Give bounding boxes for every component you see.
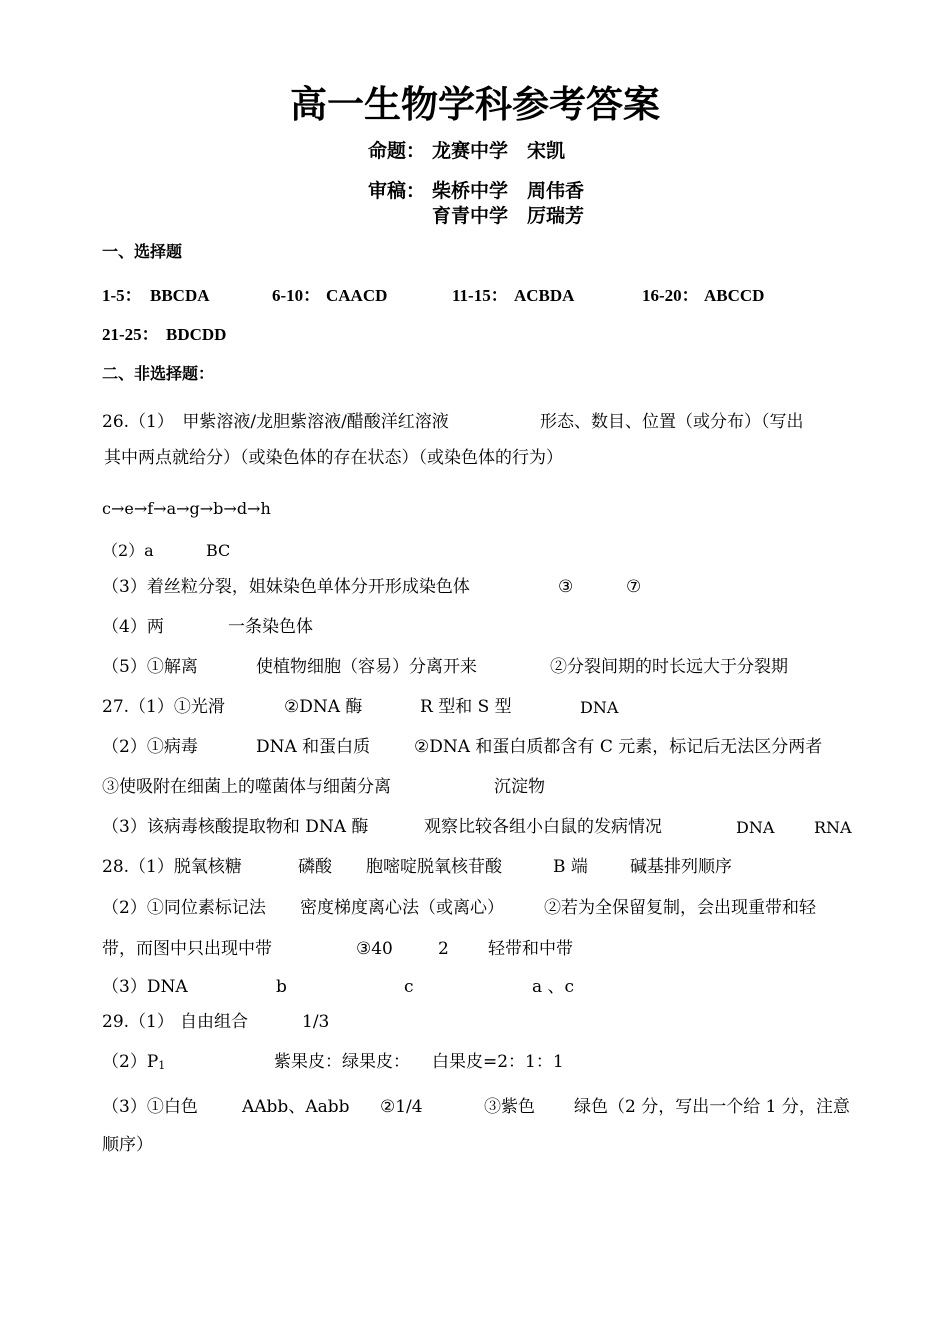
subscript: 1 (158, 1059, 166, 1072)
review-line-1: 柴桥中学 周伟香 (432, 180, 585, 202)
q27-line2-c: ②DNA 和蛋白质都含有 C 元素，标记后无法区分两者 (414, 737, 823, 757)
q26-line1-a: 26.（1） 甲紫溶液/龙胆紫溶液/醋酸洋红溶液 (102, 412, 449, 432)
q26-p5-b: 使植物细胞（容易）分离开来 (256, 657, 477, 677)
review-line-2: 育青中学 厉瑞芳 (432, 205, 585, 227)
q26-p3-b: ③ (558, 577, 574, 597)
q27-line3-a: ③使吸附在细菌上的噬菌体与细菌分离 (102, 777, 391, 797)
q29-line2-b: 紫果皮：绿果皮： (274, 1052, 410, 1072)
q29-line1-a: 29.（1） (102, 1012, 174, 1032)
mc-range: 21-25： (102, 325, 159, 344)
page-title: 高一生物学科参考答案 (290, 83, 660, 126)
q29-line3-d: ③紫色 (484, 1097, 535, 1117)
q28-line4-d: a 、c (532, 977, 575, 997)
q26-p4-a: （4）两 (102, 617, 164, 637)
mc-answer: BDCDD (166, 325, 227, 344)
q26-p2-b: BC (206, 541, 231, 560)
q28-line2-c: ②若为全保留复制，会出现重带和轻 (544, 898, 816, 918)
mc-range: 16-20： (642, 286, 699, 305)
mc-answer: BBCDA (150, 286, 210, 305)
q28-line1-c: 胞嘧啶脱氧核苷酸 (366, 857, 502, 877)
q29-line3-c: ②1/4 (380, 1097, 423, 1117)
mc-answer: CAACD (326, 286, 388, 305)
q29-line3-a: （3）①白色 (102, 1097, 198, 1117)
review-label: 审稿： (368, 180, 426, 202)
q26-p4-b: 一条染色体 (228, 617, 313, 637)
q26-p3-c: ⑦ (626, 577, 642, 597)
q27-line3-b: 沉淀物 (494, 777, 545, 797)
q27-line4-b: 观察比较各组小白鼠的发病情况 (424, 817, 662, 837)
q28-line1-a: 28.（1）脱氧核糖 (102, 857, 242, 877)
q29-line3-b: AAbb、Aabb (242, 1097, 350, 1117)
q26-sequence: c→e→f→a→g→b→d→h (102, 499, 271, 518)
q26-line2: 其中两点就给分）（或染色体的存在状态）（或染色体的行为） (104, 448, 563, 468)
q26-p3-a: （3）着丝粒分裂，姐妹染色单体分开形成染色体 (102, 577, 470, 597)
q28-line3-a: 带，而图中只出现中带 (102, 939, 272, 959)
section-1-heading: 一、选择题 (102, 242, 183, 261)
q26-p5-c: ②分裂间期的时长远大于分裂期 (550, 657, 788, 677)
q28-line1-b: 磷酸 (298, 857, 332, 877)
q28-line1-e: 碱基排列顺序 (630, 857, 732, 877)
q27-line1-c: R 型和 S 型 (420, 697, 512, 717)
q28-line3-b: ③40 (356, 939, 393, 959)
q27-line4-a: （3）该病毒核酸提取物和 DNA 酶 (102, 817, 369, 837)
q29-line1-c: 1/3 (302, 1012, 330, 1032)
q27-line1-b: ②DNA 酶 (284, 697, 363, 717)
proposition-label: 命题： (368, 140, 426, 162)
mc-range: 11-15： (452, 286, 508, 305)
q29-line2-c: 白果皮=2：1：1 (432, 1052, 564, 1072)
q27-line1-a: 27.（1）①光滑 (102, 697, 225, 717)
q28-line2-b: 密度梯度离心法（或离心） (300, 898, 504, 918)
mc-range: 1-5： (102, 286, 142, 305)
q28-line1-d: B 端 (553, 857, 588, 877)
q28-line4-c: c (404, 977, 414, 997)
q27-line4-d: RNA (814, 818, 852, 837)
q28-line4-b: b (276, 977, 287, 997)
q27-line1-d: DNA (580, 698, 619, 717)
mc-answer: ACBDA (514, 286, 575, 305)
q28-line3-c: 2 (438, 939, 449, 959)
q29-line1-b: 自由组合 (180, 1012, 248, 1032)
q28-line3-d: 轻带和中带 (488, 939, 573, 959)
q27-line2-a: （2）①病毒 (102, 737, 198, 757)
q29-line3-e: 绿色（2 分，写出一个给 1 分，注意 (574, 1097, 850, 1117)
section-2-heading: 二、非选择题： (102, 364, 215, 383)
q27-line2-b: DNA 和蛋白质 (256, 737, 371, 757)
mc-answer: ABCCD (704, 286, 765, 305)
mc-range: 6-10： (272, 286, 321, 305)
proposition-value: 龙赛中学 宋凯 (432, 140, 566, 162)
q29-line4: 顺序） (102, 1135, 153, 1155)
q27-line4-c: DNA (736, 818, 775, 837)
q28-line4-a: （3）DNA (102, 977, 188, 997)
q26-p2-a: （2）a (102, 541, 154, 560)
q26-line1-b: 形态、数目、位置（或分布）（写出 (540, 412, 804, 432)
q29-line2-a: $(2)P_1$ (102, 1052, 166, 1072)
q28-line2-a: （2）①同位素标记法 (102, 898, 266, 918)
q26-p5-a: （5）①解离 (102, 657, 198, 677)
